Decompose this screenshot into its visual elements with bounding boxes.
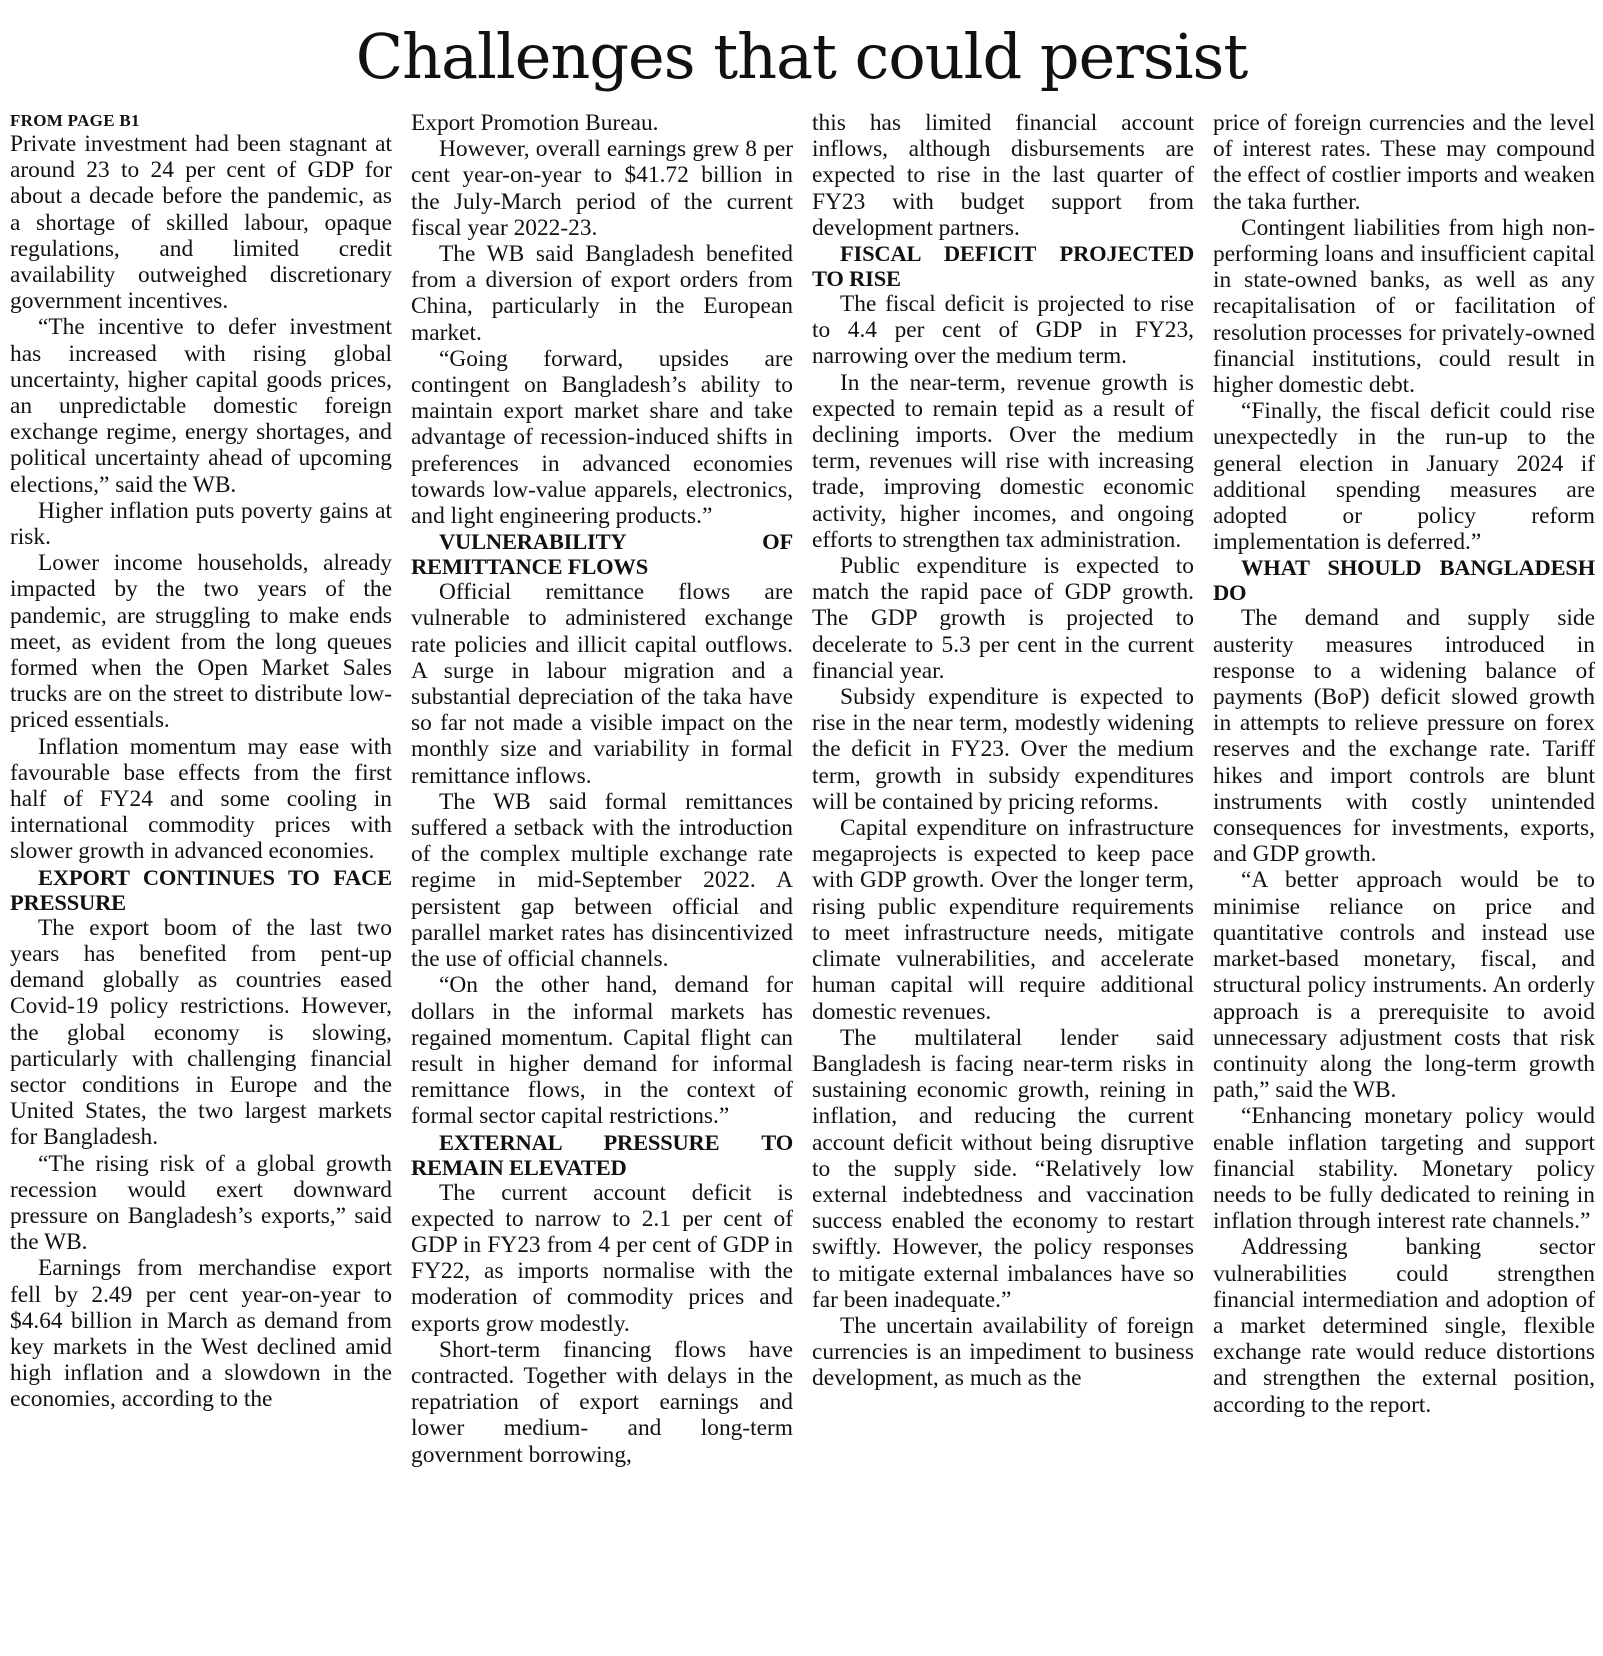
paragraph: The multilateral lender said Bangladesh is facing near-term risks in sustaining economic growth, reining in inflation, and reducing the current account deficit without being disruptive to the supply side. “Relatively low external indebtedness and vaccination success enabled the economy to restart swiftly. However, the policy responses to mitigate external imbalances have so far been inadequate.”	[812, 1024, 1194, 1313]
paragraph: “The incentive to defer investment has increased with rising global uncertainty, higher capital goods prices, an unpredictable domestic foreign exchange regime, energy shortages, and political uncertainty ahead of upcoming elections,” said the WB.	[10, 314, 392, 498]
paragraph: “Enhancing monetary policy would enable inflation targeting and support financial stability. Monetary policy needs to be fully dedicated to reining in inflation through interest rate channels.”	[1213, 1103, 1595, 1235]
paragraph-continued: price of foreign currencies and the level of interest rates. These may compound the effect of costlier imports and weaken the taka further.	[1213, 110, 1595, 215]
paragraph: Capital expenditure on infrastructure megaprojects is expected to keep pace with GDP growth. Over the longer term, rising public expenditure requirements to meet infrastructure needs, mitigate climate vulnerabilities, and accelerate human capital will require additional domestic revenues.	[812, 815, 1194, 1025]
paragraph: Inflation momentum may ease with favourable base effects from the first half of FY24 and some cooling in international commodity prices with slower growth in advanced economies.	[10, 733, 392, 865]
paragraph: The demand and supply side austerity measures introduced in response to a widening balance of payments (BoP) deficit slowed growth in attempts to relieve pressure on forex reserves and the exchange rate. Tariff hikes and import controls are blunt instruments with costly unintended consequences for investments, exports, and GDP growth.	[1213, 605, 1595, 868]
paragraph: Lower income households, already impacted by the two years of the pandemic, are struggling to make ends meet, as evident from the long queues formed when the Open Market Sales trucks are on the street to distribute low-priced essentials.	[10, 550, 392, 734]
column-2	[411, 110, 793, 1650]
paragraph: Official remittance flows are vulnerable to administered exchange rate policies and illicit capital outflows. A surge in labour migration and a substantial depreciation of the taka have so far not made a visible impact on the monthly size and variability in formal remittance inflows.	[411, 579, 793, 789]
paragraph: The current account deficit is expected to narrow to 2.1 per cent of GDP in FY23 from 4 per cent of GDP in FY22, as imports normalise with the moderation of commodity prices and exports grow modestly.	[411, 1179, 793, 1337]
paragraph-continued: Export Promotion Bureau.	[411, 110, 659, 136]
paragraph: “The rising risk of a global growth recession would exert downward pressure on Bangladesh’s exports,” said the WB.	[10, 1150, 392, 1256]
dateline: FROM PAGE B1	[10, 111, 140, 130]
headline: Challenges that could persist	[355, 20, 1248, 93]
paragraph: Contingent liabilities from high non-performing loans and insufficient capital in state-owned banks, as well as any recapitalisation of or facilitation of resolution processes for privately-owned financial institutions, could result in higher domestic debt.	[1213, 214, 1595, 399]
column-1	[10, 110, 392, 1650]
subhead: VULNERABILITY OF REMITTANCE FLOWS	[411, 529, 793, 580]
paragraph: The uncertain availability of foreign currencies is an impediment to business development, as much as the	[812, 1312, 1194, 1392]
paragraph: Public expenditure is expected to match the rapid pace of GDP growth. The GDP growth is projected to decelerate to 5.3 per cent in the current financial year.	[812, 553, 1194, 684]
paragraph: Higher inflation puts poverty gains at risk.	[10, 497, 392, 551]
column-4	[1213, 110, 1595, 1650]
paragraph: Private investment had been stagnant at around 23 to 24 per cent of GDP for about a decade before the pandemic, as a shortage of skilled labour, opaque regulations, and limited credit availability outweighed discretionary government incentives.	[10, 131, 392, 315]
paragraph: Addressing banking sector vulnerabilities could strengthen financial intermediation and adoption of a market determined single, flexible exchange rate would reduce distortions and strengthen the external position, according to the report.	[1213, 1234, 1595, 1418]
paragraph: “Finally, the fiscal deficit could rise unexpectedly in the run-up to the general election in January 2024 if additional spending measures are adopted or policy reform implementation is deferred.”	[1213, 398, 1595, 556]
subhead: EXPORT CONTINUES TO FACE PRESSURE	[10, 864, 392, 915]
paragraph: The WB said formal remittances suffered a setback with the introduction of the complex multiple exchange rate regime in mid-September 2022. A persistent gap between official and parallel market rates has disincentivized the use of official channels.	[411, 788, 793, 973]
column-3	[812, 110, 1194, 1650]
paragraph: Earnings from merchandise export fell by 2.49 per cent year-on-year to $4.64 billion in March as demand from key markets in the West declined amid high inflation and a slowdown in the economies, according to the	[10, 1255, 392, 1413]
paragraph: The fiscal deficit is projected to rise to 4.4 per cent of GDP in FY23, narrowing over the medium term.	[812, 291, 1194, 370]
paragraph: However, overall earnings grew 8 per cent year-on-year to $41.72 billion in the July-March period of the current fiscal year 2022-23.	[411, 136, 793, 241]
paragraph: The export boom of the last two years has benefited from pent-up demand globally as countries eased Covid-19 policy restrictions. However, the global economy is slowing, particularly with challenging financial sector conditions in Europe and the United States, the two largest markets for Bangladesh.	[10, 914, 392, 1151]
paragraph-continued: this has limited financial account inflows, although disbursements are expected to rise in the last quarter of FY23 with budget support from development partners.	[812, 110, 1194, 241]
subhead: WHAT SHOULD BANGLADESH DO	[1213, 555, 1595, 606]
paragraph: “Going forward, upsides are contingent on Bangladesh’s ability to maintain export market share and take advantage of recession-induced shifts in preferences in advanced economies towards low-value apparels, electronics, and light engineering products.”	[411, 345, 793, 530]
paragraph: The WB said Bangladesh benefited from a diversion of export orders from China, particularly in the European market.	[411, 241, 793, 346]
subhead: FISCAL DEFICIT PROJECTED TO RISE	[812, 241, 1194, 292]
paragraph: Short-term financing flows have contracted. Together with delays in the repatriation of export earnings and lower medium- and long-term government borrowing,	[411, 1336, 793, 1468]
subhead: EXTERNAL PRESSURE TO REMAIN ELEVATED	[411, 1129, 793, 1180]
paragraph: “A better approach would be to minimise reliance on price and quantitative controls and instead use market-based monetary, fiscal, and structural policy instruments. An orderly approach is a prerequisite to avoid unnecessary adjustment costs that risk continuity along the long-term growth path,” said the WB.	[1213, 867, 1595, 1104]
paragraph: In the near-term, revenue growth is expected to remain tepid as a result of declining imports. Over the medium term, revenues will rise with increasing trade, improving domestic economic activity, higher incomes, and ongoing efforts to strengthen tax administration.	[812, 369, 1194, 553]
article-body	[10, 110, 1595, 1650]
paragraph: Subsidy expenditure is expected to rise in the near term, modestly widening the deficit in FY23. Over the medium term, growth in subsidy expenditures will be contained by pricing reforms.	[812, 684, 1194, 815]
paragraph: “On the other hand, demand for dollars in the informal markets has regained momentum. Capital flight can result in higher demand for informal remittance flows, in the context of formal sector capital restrictions.”	[411, 972, 793, 1130]
